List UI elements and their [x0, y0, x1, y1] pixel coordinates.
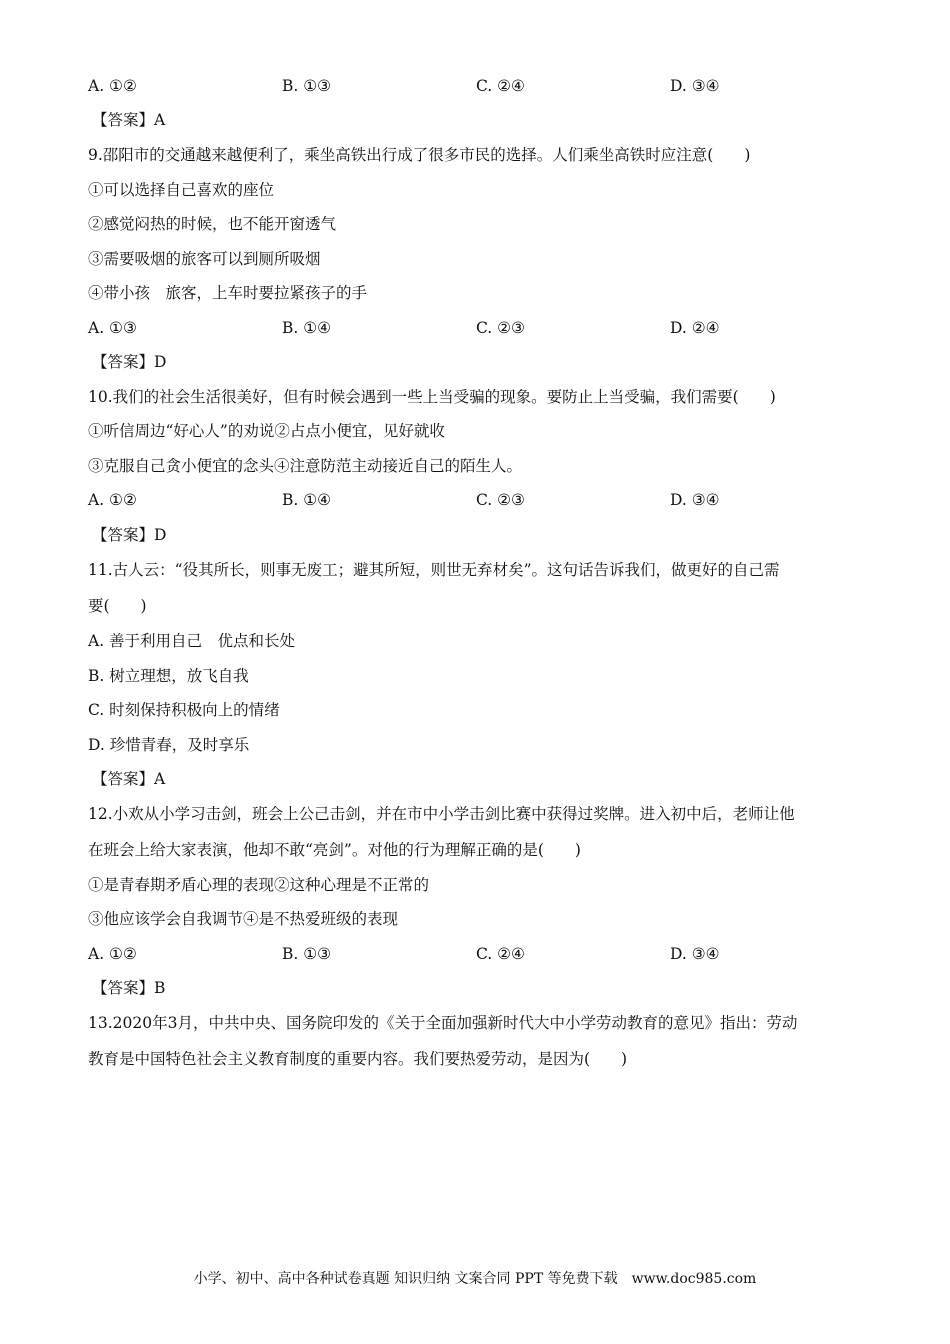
q10-option-d: D. ③④: [670, 491, 720, 509]
q11-option-d: D. 珍惜青春，及时享乐: [88, 736, 250, 754]
q8-option-a: A. ①②: [88, 77, 137, 95]
q10-option-b: B. ①④: [282, 491, 332, 509]
q11-option-b: B. 树立理想，放飞自我: [88, 667, 249, 685]
q8-answer: 【答案】A: [92, 111, 166, 129]
q10-option-a: A. ①②: [88, 491, 137, 509]
q13-stem-line1: 13.2020年3月，中共中央、国务院印发的《关于全面加强新时代大中小学劳动教育的意见》指出：劳动: [88, 1014, 798, 1032]
q12-item-1: ①是青春期矛盾心理的表现②这种心理是不正常的: [88, 876, 430, 894]
q9-answer: 【答案】D: [92, 353, 167, 371]
q11-stem-line1: 11.古人云：“役其所长，则事无废工；避其所短，则世无弃材矣”。这句话告诉我们，做更好的自己需: [88, 561, 780, 579]
q9-option-b: B. ①④: [282, 319, 332, 337]
q11-answer: 【答案】A: [92, 770, 166, 788]
page-footer: 小学、初中、高中各种试卷真题 知识归纳 文案合同 PPT 等免费下载 www.doc985.com: [193, 1271, 757, 1287]
q9-option-c: C. ②③: [476, 319, 525, 337]
q8-option-b: B. ①③: [282, 77, 332, 95]
q8-options: [88, 76, 868, 96]
q9-item-1: ①可以选择自己喜欢的座位: [88, 181, 275, 199]
q8-option-d: D. ③④: [670, 77, 720, 95]
q10-option-c: C. ②③: [476, 491, 525, 509]
q12-option-d: D. ③④: [670, 945, 720, 963]
q12-option-c: C. ②④: [476, 945, 525, 963]
q9-options: [88, 318, 868, 338]
q9-stem: 9.邵阳市的交通越来越便利了，乘坐高铁出行成了很多市民的选择。人们乘坐高铁时应注意( ): [88, 146, 751, 164]
q13-stem-line2: 教育是中国特色社会主义教育制度的重要内容。我们要热爱劳动，是因为( ): [88, 1050, 628, 1068]
q11-option-c: C. 时刻保持积极向上的情绪: [88, 701, 280, 719]
q10-answer: 【答案】D: [92, 526, 167, 544]
q8-option-c: C. ②④: [476, 77, 525, 95]
q10-stem: 10.我们的社会生活很美好，但有时候会遇到一些上当受骗的现象。要防止上当受骗，我们需要( ): [88, 388, 776, 406]
q12-option-a: A. ①②: [88, 945, 137, 963]
q11-stem-line2: 要( ): [88, 597, 147, 615]
q12-stem-line2: 在班会上给大家表演，他却不敢“亮剑”。对他的行为理解正确的是( ): [88, 841, 581, 859]
q12-item-2: ③他应该学会自我调节④是不热爱班级的表现: [88, 910, 399, 928]
q9-item-4: ④带小孩 旅客，上车时要拉紧孩子的手: [88, 284, 368, 302]
q9-item-2: ②感觉闷热的时候，也不能开窗透气: [88, 215, 337, 233]
q10-options: [88, 490, 868, 510]
q9-option-d: D. ②④: [670, 319, 720, 337]
q9-option-a: A. ①③: [88, 319, 137, 337]
q11-option-a: A. 善于利用自己 优点和长处: [88, 632, 296, 650]
q12-stem-line1: 12.小欢从小学习击剑，班会上公己击剑，并在市中小学击剑比赛中获得过奖牌。进入初中后，老师让他: [88, 805, 795, 823]
q12-options: [88, 944, 868, 964]
q9-item-3: ③需要吸烟的旅客可以到厕所吸烟: [88, 250, 321, 268]
q10-item-1: ①听信周边“好心人”的劝说②占点小便宜，见好就收: [88, 422, 445, 440]
q10-item-2: ③克服自己贪小便宜的念头④注意防范主动接近自己的陌生人。: [88, 457, 523, 475]
q12-option-b: B. ①③: [282, 945, 332, 963]
q12-answer: 【答案】B: [92, 979, 166, 997]
